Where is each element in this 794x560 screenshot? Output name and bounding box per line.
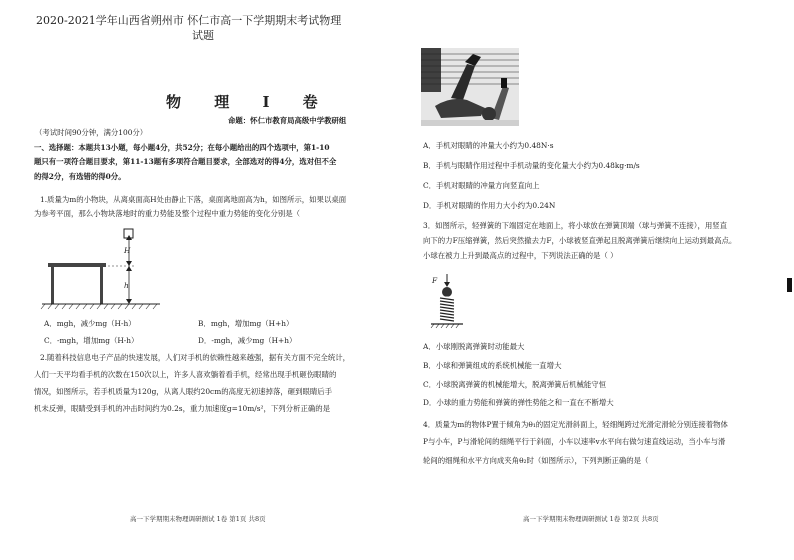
q1-option-c: C．-mgh，增加mg（H-h） [44, 336, 139, 345]
q2-line4: 机未反弹，眼睛受到手机的冲击时间约为0.2s，重力加速度g=10m/s²，下列分析正确的是 [34, 404, 331, 413]
q4-line2: P与小车，P与滑轮间的细绳平行于斜面，小车以速率v水平向右做匀速直线运动，当小车与滑 [423, 437, 726, 446]
q2-option-c: C．手机对眼睛的冲量方向竖直向上 [423, 181, 540, 190]
q3-option-b: B．小球和弹簧组成的系统机械能一直增大 [423, 361, 562, 370]
table-top [48, 263, 106, 267]
q3-option-a: A．小球刚脱离弹簧时动能最大 [423, 342, 525, 351]
q2-option-a: A．手机对眼睛的冲量大小约为0.48N·s [423, 141, 554, 150]
q1-line1: 1.质量为m的小物块，从离桌面高H处由静止下落，桌面离地面高为h，如图所示，如果以桌面 [40, 195, 347, 204]
q1-line2: 为参考平面，那么小物块落地时的重力势能及整个过程中重力势能的变化分别是（ [34, 209, 301, 218]
q1-figure-table [40, 225, 190, 310]
label-H: H [124, 246, 131, 255]
author-line: 命题：怀仁市教育局高级中学教研组 [228, 116, 347, 125]
q2-line2: 人们一天平均看手机的次数在150次以上，许多人喜欢躺着看手机，经常出现手机砸伤眼睛的 [34, 370, 337, 379]
q1-option-a: A．mgh，减少mg（H-h） [44, 319, 136, 328]
q3-option-c: C．小球脱离弹簧的机械能增大，脱离弹簧后机械能守恒 [423, 380, 607, 389]
page-edge-marker [787, 278, 792, 292]
q4-line1: 4．质量为m的物体P置于倾角为θ₁的固定光滑斜面上，轻细绳跨过光滑定滑轮分别连接着物体 [423, 420, 728, 429]
header-title-line1: 2020-2021学年山西省朔州市 怀仁市高一下学期期末考试物理 [36, 14, 342, 27]
left-footer: 高一下学期期末物理调研测试 1卷 第1页 共8页 [130, 515, 266, 523]
section1-line1: 一、选择题：本题共13小题，每小题4分，共52分；在每小题给出的四个选项中，第1-10 [34, 143, 330, 152]
phone [501, 78, 507, 88]
q2-photo-phone-lying [421, 48, 519, 126]
q2-line3: 情况，如图所示，若手机质量为120g，从离人眼约20cm的高度无初速掉落，砸到眼睛后手 [34, 387, 333, 396]
spring [440, 298, 454, 321]
q4-line3: 轮间的细绳和水平方向成夹角θ₂时（如图所示），下列判断正确的是（ [423, 456, 649, 465]
q1-option-d: D．-mgh，减少mg（H+h） [198, 336, 297, 345]
subject-title: 物 理 I 卷 [166, 93, 332, 111]
header-title-line2: 试题 [192, 29, 214, 42]
q3-line2: 向下的力F压缩弹簧，然后突然撤去力F，小球被竖直弹起且脱离弹簧后继续向上运动到最高点。 [423, 236, 737, 245]
head [482, 107, 496, 121]
q1-option-b: B．mgh，增加mg（H+h） [198, 319, 294, 328]
label-h: h [124, 281, 129, 290]
exam-info: （考试时间90分钟，满分100分） [35, 128, 148, 137]
q3-line3: 小球在被力上升到最高点的过程中，下列说法正确的是（ ） [423, 251, 618, 260]
q3-option-d: D．小球的重力势能和弹簧的弹性势能之和一直在不断增大 [423, 398, 614, 407]
ball [442, 287, 452, 297]
q2-option-d: D．手机对眼睛的作用力大小约为0.24N [423, 201, 556, 210]
right-page [397, 0, 794, 560]
label-F: F [432, 276, 438, 285]
right-footer: 高一下学期期末物理调研测试 1卷 第2页 共8页 [523, 515, 659, 523]
q2-line1: 2.随着科技信息电子产品的快速发展，人们对手机的依赖性越来越强，据有关方面不完全统计， [40, 353, 351, 362]
q3-line1: 3．如图所示，轻弹簧的下端固定在地面上，将小球放在弹簧顶端（球与弹簧不连接），用竖直 [423, 221, 728, 230]
section1-line2: 题只有一项符合题目要求，第11-13题有多项符合题目要求，全部选对的得4分，选对但不全 [34, 157, 337, 166]
section1-line3: 的得2分，有选错的得0分。 [34, 172, 126, 181]
q2-option-b: B．手机与眼睛作用过程中手机动量的变化量大小约为0.48kg·m/s [423, 161, 640, 170]
